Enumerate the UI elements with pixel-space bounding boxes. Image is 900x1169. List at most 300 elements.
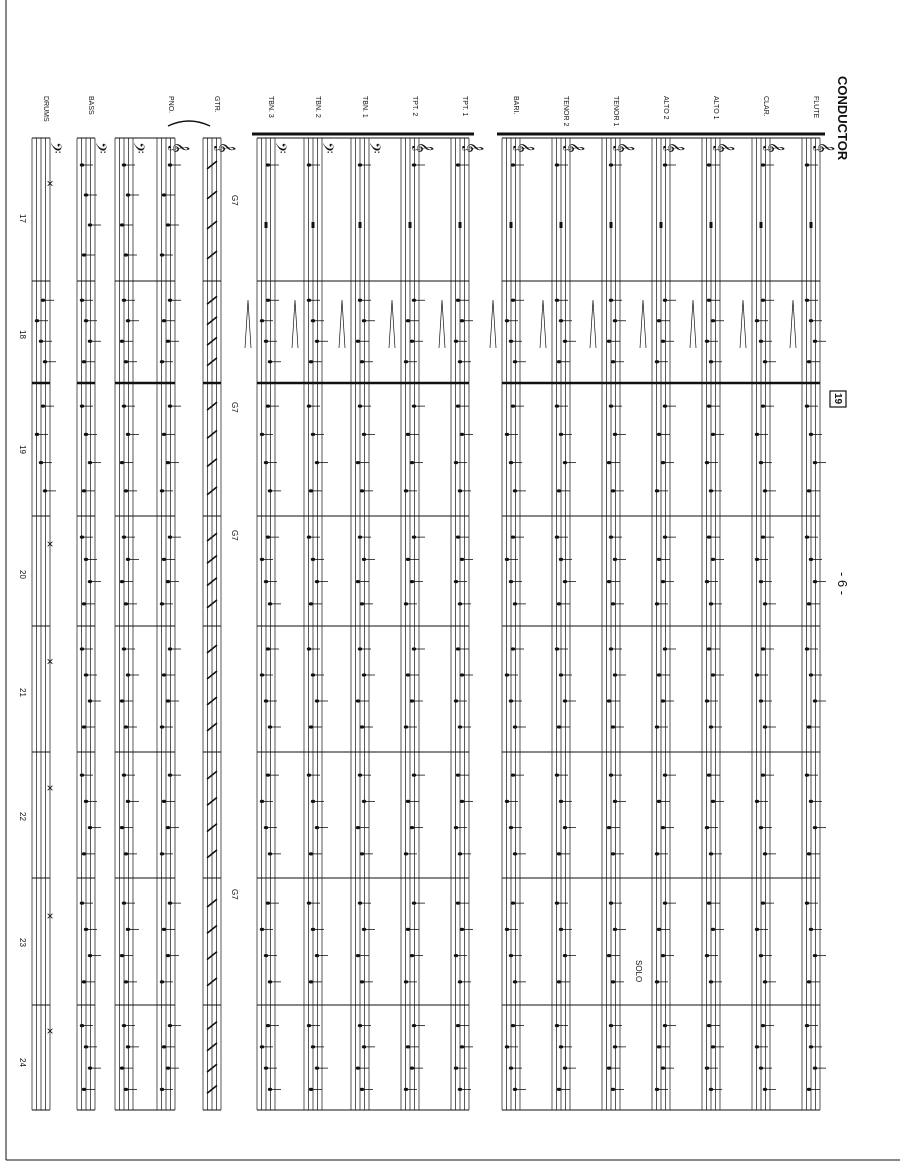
note-head — [611, 602, 615, 605]
note-head — [755, 433, 759, 436]
note-head — [80, 536, 84, 539]
note-head — [607, 1067, 611, 1070]
note-head — [454, 1067, 458, 1070]
note-head — [458, 1088, 462, 1091]
note-head — [557, 489, 561, 492]
note-head — [88, 699, 92, 702]
note-head — [505, 800, 509, 803]
note-head — [613, 319, 617, 322]
note-head — [458, 602, 462, 605]
note-head — [460, 673, 464, 676]
note-head — [655, 852, 659, 855]
hairpin-icon — [790, 300, 796, 348]
note-head — [657, 558, 661, 561]
note-head — [809, 319, 813, 322]
note-head — [311, 558, 315, 561]
measure-number: 24 — [18, 1058, 27, 1067]
note-head — [162, 800, 166, 803]
note-head — [358, 163, 362, 166]
score-title: CONDUCTOR — [835, 76, 850, 161]
note-head — [657, 319, 661, 322]
note-head — [126, 1045, 130, 1048]
note-head — [555, 299, 559, 302]
note-head — [410, 461, 414, 464]
note-head — [126, 319, 130, 322]
note-head — [260, 433, 264, 436]
note-head — [309, 980, 313, 983]
chord-symbol: G7 — [230, 402, 239, 413]
note-head — [266, 299, 270, 302]
note-head — [126, 800, 130, 803]
note-head — [166, 223, 170, 226]
repeat-sign-icon: × — [43, 658, 57, 666]
note-head — [563, 1067, 567, 1070]
note-head — [266, 536, 270, 539]
note-head — [563, 954, 567, 957]
note-head — [613, 558, 617, 561]
note-head — [761, 902, 765, 905]
hairpin-icon — [540, 300, 546, 348]
note-head — [122, 1024, 126, 1027]
note-head — [607, 954, 611, 957]
note-head — [755, 800, 759, 803]
note-head — [82, 725, 86, 728]
note-head — [268, 725, 272, 728]
note-head — [260, 928, 264, 931]
note-head — [82, 253, 86, 256]
note-head — [82, 489, 86, 492]
note-head — [809, 928, 813, 931]
note-head — [707, 647, 711, 650]
note-head — [705, 954, 709, 957]
note-head — [124, 253, 128, 256]
note-head — [404, 360, 408, 363]
note-head — [609, 536, 613, 539]
rest-mark — [760, 222, 763, 228]
note-head — [763, 1088, 767, 1091]
note-head — [406, 558, 410, 561]
note-head — [613, 433, 617, 436]
note-head — [120, 340, 124, 343]
note-head — [456, 647, 460, 650]
note-head — [663, 405, 667, 408]
clef-icon: 𝄞 — [814, 142, 834, 153]
note-head — [39, 340, 43, 343]
staff-label: ALTO 1 — [712, 96, 719, 120]
note-head — [456, 405, 460, 408]
note-head — [705, 826, 709, 829]
note-head — [360, 725, 364, 728]
note-head — [41, 299, 45, 302]
note-head — [260, 558, 264, 561]
clef-icon: 𝄢 — [316, 142, 336, 154]
note-head — [705, 340, 709, 343]
note-head — [655, 725, 659, 728]
chord-symbol: G7 — [230, 889, 239, 900]
measure-number: 17 — [18, 214, 27, 223]
note-head — [260, 800, 264, 803]
clef-icon: 𝄢 — [127, 142, 147, 154]
note-head — [711, 673, 715, 676]
note-head — [264, 580, 268, 583]
staff-label: TPT. 2 — [411, 96, 418, 117]
note-head — [362, 673, 366, 676]
note-head — [557, 1088, 561, 1091]
note-head — [657, 433, 661, 436]
note-head — [160, 360, 164, 363]
note-head — [168, 1024, 172, 1027]
note-head — [80, 405, 84, 408]
note-head — [705, 699, 709, 702]
note-head — [412, 299, 416, 302]
note-head — [809, 1045, 813, 1048]
note-head — [454, 826, 458, 829]
note-head — [655, 980, 659, 983]
note-head — [309, 1088, 313, 1091]
note-head — [84, 1045, 88, 1048]
note-head — [613, 673, 617, 676]
rest-mark — [265, 222, 268, 228]
note-head — [655, 360, 659, 363]
note-head — [309, 489, 313, 492]
note-head — [315, 954, 319, 957]
note-head — [805, 299, 809, 302]
hairpin-icon — [389, 300, 395, 348]
hairpin-icon — [690, 300, 696, 348]
note-head — [166, 1067, 170, 1070]
note-head — [657, 800, 661, 803]
note-head — [611, 852, 615, 855]
rest-mark — [560, 222, 563, 228]
staff-label: PNO. — [167, 96, 174, 114]
clef-icon: 𝄞 — [514, 142, 534, 153]
note-head — [807, 360, 811, 363]
note-head — [707, 163, 711, 166]
note-head — [559, 433, 563, 436]
note-head — [404, 489, 408, 492]
measure-number: 20 — [18, 570, 27, 579]
note-head — [166, 461, 170, 464]
note-head — [763, 725, 767, 728]
note-head — [711, 928, 715, 931]
staff — [351, 138, 383, 1110]
note-head — [813, 954, 817, 957]
note-head — [705, 580, 709, 583]
note-head — [162, 1045, 166, 1048]
note-head — [266, 1024, 270, 1027]
note-head — [763, 602, 767, 605]
note-head — [454, 580, 458, 583]
note-head — [122, 163, 126, 166]
note-head — [454, 340, 458, 343]
note-head — [84, 433, 88, 436]
note-head — [166, 699, 170, 702]
note-head — [805, 405, 809, 408]
note-head — [168, 774, 172, 777]
note-head — [80, 902, 84, 905]
note-head — [410, 580, 414, 583]
note-head — [805, 536, 809, 539]
note-head — [35, 319, 39, 322]
note-head — [311, 319, 315, 322]
note-head — [458, 725, 462, 728]
note-head — [356, 1067, 360, 1070]
note-head — [763, 360, 767, 363]
hairpin-icon — [292, 300, 298, 348]
note-head — [555, 647, 559, 650]
note-head — [120, 1067, 124, 1070]
note-head — [356, 461, 360, 464]
note-head — [122, 405, 126, 408]
note-head — [460, 800, 464, 803]
note-head — [124, 725, 128, 728]
note-head — [124, 602, 128, 605]
note-head — [711, 433, 715, 436]
note-head — [360, 489, 364, 492]
staff — [115, 138, 147, 1110]
note-head — [122, 647, 126, 650]
note-head — [88, 826, 92, 829]
clef-icon: 𝄢 — [363, 142, 383, 154]
note-head — [513, 1088, 517, 1091]
note-head — [88, 1067, 92, 1070]
note-head — [761, 647, 765, 650]
note-head — [805, 902, 809, 905]
note-head — [761, 536, 765, 539]
clef-icon: 𝄞 — [614, 142, 634, 153]
note-head — [307, 536, 311, 539]
note-head — [362, 558, 366, 561]
note-head — [613, 928, 617, 931]
note-head — [805, 1024, 809, 1027]
note-head — [88, 223, 92, 226]
note-head — [609, 299, 613, 302]
hairpin-icon — [245, 300, 251, 348]
note-head — [82, 1088, 86, 1091]
note-head — [555, 774, 559, 777]
staff — [77, 138, 109, 1110]
note-head — [311, 673, 315, 676]
note-head — [80, 774, 84, 777]
note-head — [813, 580, 817, 583]
note-head — [761, 405, 765, 408]
note-head — [759, 699, 763, 702]
note-head — [505, 1045, 509, 1048]
note-head — [559, 558, 563, 561]
note-head — [168, 163, 172, 166]
staff-label: BASS — [87, 96, 94, 115]
note-head — [315, 461, 319, 464]
note-head — [88, 461, 92, 464]
note-head — [607, 826, 611, 829]
note-head — [406, 673, 410, 676]
note-head — [88, 954, 92, 957]
note-head — [404, 852, 408, 855]
note-head — [84, 558, 88, 561]
clef-icon: 𝄞 — [413, 142, 433, 153]
note-head — [84, 800, 88, 803]
note-head — [404, 1088, 408, 1091]
note-head — [356, 580, 360, 583]
note-head — [456, 163, 460, 166]
note-head — [404, 980, 408, 983]
note-head — [657, 1045, 661, 1048]
note-head — [663, 163, 667, 166]
note-head — [458, 852, 462, 855]
note-head — [460, 928, 464, 931]
staff-label: TBN. 1 — [361, 96, 368, 118]
note-head — [166, 340, 170, 343]
note-head — [84, 928, 88, 931]
note-head — [707, 536, 711, 539]
note-head — [412, 774, 416, 777]
note-head — [707, 405, 711, 408]
note-head — [761, 299, 765, 302]
note-head — [268, 360, 272, 363]
note-head — [260, 673, 264, 676]
note-head — [805, 774, 809, 777]
note-head — [807, 980, 811, 983]
staff-label: TBN. 2 — [314, 96, 321, 118]
note-head — [120, 223, 124, 226]
note-head — [120, 580, 124, 583]
note-head — [609, 774, 613, 777]
staff — [752, 138, 784, 1110]
note-head — [657, 673, 661, 676]
staff-label: TENOR 2 — [562, 96, 569, 127]
note-head — [410, 826, 414, 829]
note-head — [80, 163, 84, 166]
repeat-sign-icon: × — [43, 784, 57, 792]
note-head — [162, 433, 166, 436]
note-head — [805, 163, 809, 166]
note-head — [120, 461, 124, 464]
note-head — [264, 954, 268, 957]
repeat-sign-icon: × — [43, 912, 57, 920]
note-head — [513, 360, 517, 363]
note-head — [511, 536, 515, 539]
note-head — [406, 433, 410, 436]
staff-label: DRUMS — [42, 96, 49, 122]
note-head — [39, 461, 43, 464]
note-head — [162, 928, 166, 931]
note-head — [356, 340, 360, 343]
note-head — [362, 800, 366, 803]
note-head — [356, 954, 360, 957]
note-head — [611, 1088, 615, 1091]
note-head — [410, 340, 414, 343]
note-head — [122, 774, 126, 777]
staff-label: TENOR 1 — [612, 96, 619, 127]
note-head — [311, 433, 315, 436]
note-head — [264, 699, 268, 702]
chord-symbol: G7 — [230, 195, 239, 206]
note-head — [509, 954, 513, 957]
staff — [157, 138, 189, 1110]
note-head — [807, 725, 811, 728]
note-head — [809, 800, 813, 803]
note-head — [661, 461, 665, 464]
note-head — [759, 461, 763, 464]
staff — [702, 138, 734, 1110]
note-head — [505, 433, 509, 436]
note-head — [509, 699, 513, 702]
note-head — [307, 163, 311, 166]
note-head — [406, 800, 410, 803]
clef-icon: 𝄞 — [714, 142, 734, 153]
measure-number: 23 — [18, 938, 27, 947]
note-head — [124, 980, 128, 983]
note-head — [266, 163, 270, 166]
note-head — [410, 699, 414, 702]
note-head — [307, 902, 311, 905]
note-head — [315, 826, 319, 829]
note-head — [307, 299, 311, 302]
staff — [502, 138, 534, 1110]
note-head — [406, 928, 410, 931]
note-head — [120, 826, 124, 829]
note-head — [358, 299, 362, 302]
note-head — [707, 1024, 711, 1027]
note-head — [268, 980, 272, 983]
note-head — [35, 433, 39, 436]
note-head — [460, 319, 464, 322]
note-head — [611, 489, 615, 492]
note-head — [82, 360, 86, 363]
note-head — [412, 902, 416, 905]
note-head — [309, 725, 313, 728]
note-head — [309, 360, 313, 363]
note-head — [707, 774, 711, 777]
chord-symbol: G7 — [230, 530, 239, 541]
note-head — [511, 1024, 515, 1027]
note-head — [557, 360, 561, 363]
note-head — [707, 299, 711, 302]
note-head — [126, 558, 130, 561]
note-head — [755, 673, 759, 676]
note-head — [82, 602, 86, 605]
note-head — [559, 673, 563, 676]
note-head — [168, 902, 172, 905]
note-head — [759, 826, 763, 829]
note-head — [613, 1045, 617, 1048]
clef-icon: 𝄞 — [564, 142, 584, 153]
note-head — [166, 954, 170, 957]
note-head — [663, 299, 667, 302]
note-head — [607, 699, 611, 702]
staff-label: TPT. 1 — [461, 96, 468, 117]
note-head — [410, 1067, 414, 1070]
note-head — [661, 580, 665, 583]
note-head — [761, 774, 765, 777]
solo-annotation: SOLO — [634, 960, 643, 983]
note-head — [813, 340, 817, 343]
note-head — [122, 902, 126, 905]
note-head — [307, 1024, 311, 1027]
note-head — [80, 647, 84, 650]
staff-label: GTR. — [213, 96, 220, 113]
note-head — [80, 299, 84, 302]
note-head — [412, 536, 416, 539]
hairpin-icon — [740, 300, 746, 348]
note-head — [711, 558, 715, 561]
note-head — [559, 800, 563, 803]
note-head — [412, 405, 416, 408]
note-head — [611, 725, 615, 728]
staff-label: CLAR. — [762, 96, 769, 117]
note-head — [356, 826, 360, 829]
clef-icon: 𝄞 — [764, 142, 784, 153]
